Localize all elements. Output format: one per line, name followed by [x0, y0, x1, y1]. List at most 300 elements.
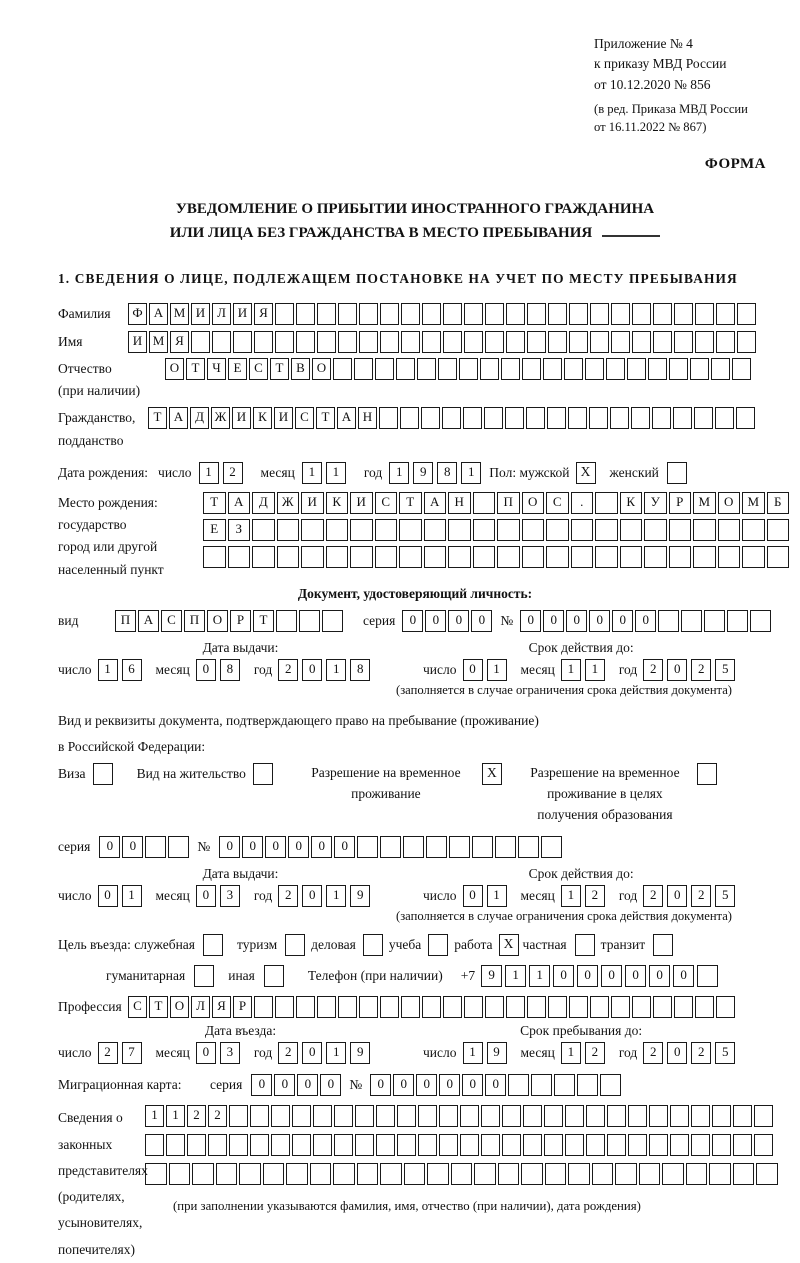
char-box[interactable]: 0 [370, 1074, 391, 1096]
char-box[interactable]: Ч [207, 358, 226, 380]
char-box[interactable]: 0 [463, 659, 483, 681]
char-box[interactable] [518, 836, 539, 858]
char-box[interactable]: 0 [196, 1042, 216, 1064]
char-box[interactable] [442, 407, 461, 429]
char-box[interactable] [669, 546, 692, 568]
char-box[interactable]: 2 [691, 659, 711, 681]
char-box[interactable] [695, 331, 714, 353]
char-box[interactable]: М [149, 331, 168, 353]
char-box[interactable]: 0 [302, 659, 322, 681]
char-box[interactable]: Т [148, 407, 167, 429]
char-box[interactable]: М [693, 492, 716, 514]
char-box[interactable]: 2 [643, 1042, 663, 1064]
char-box[interactable] [498, 1163, 520, 1185]
char-box[interactable]: 0 [416, 1074, 437, 1096]
char-box[interactable] [216, 1163, 238, 1185]
char-box[interactable]: 1 [505, 965, 526, 987]
char-box[interactable]: 0 [196, 885, 216, 907]
char-box[interactable]: Я [170, 331, 189, 353]
char-box[interactable]: И [128, 331, 147, 353]
char-box[interactable]: Т [203, 492, 226, 514]
char-box[interactable] [168, 836, 189, 858]
char-box[interactable]: И [191, 303, 210, 325]
char-box[interactable] [464, 331, 483, 353]
char-box[interactable]: . [571, 492, 594, 514]
char-box[interactable]: Р [233, 996, 252, 1018]
char-box[interactable] [250, 1105, 269, 1127]
char-box[interactable] [443, 303, 462, 325]
char-box[interactable] [472, 836, 493, 858]
char-box[interactable]: 0 [122, 836, 143, 858]
char-box[interactable]: О [312, 358, 331, 380]
char-box[interactable]: 9 [413, 462, 433, 484]
purpose-work-checkbox[interactable]: X [499, 934, 519, 956]
char-box[interactable]: 0 [439, 1074, 460, 1096]
char-box[interactable] [233, 331, 252, 353]
char-box[interactable] [732, 358, 751, 380]
char-box[interactable] [376, 1134, 395, 1156]
char-box[interactable]: С [249, 358, 268, 380]
char-box[interactable] [399, 519, 422, 541]
char-box[interactable] [203, 546, 226, 568]
char-box[interactable] [359, 303, 378, 325]
char-box[interactable] [693, 519, 716, 541]
char-box[interactable]: 8 [220, 659, 240, 681]
char-box[interactable]: 0 [543, 610, 564, 632]
char-box[interactable]: О [522, 492, 545, 514]
char-box[interactable] [709, 1163, 731, 1185]
char-box[interactable]: У [644, 492, 667, 514]
char-box[interactable] [691, 1105, 710, 1127]
char-box[interactable] [554, 1074, 575, 1096]
char-box[interactable] [571, 519, 594, 541]
char-box[interactable] [653, 303, 672, 325]
char-box[interactable] [695, 996, 714, 1018]
char-box[interactable]: 0 [320, 1074, 341, 1096]
char-box[interactable]: А [337, 407, 356, 429]
char-box[interactable]: 9 [487, 1042, 507, 1064]
char-box[interactable] [548, 303, 567, 325]
char-box[interactable] [271, 1134, 290, 1156]
char-box[interactable]: 2 [278, 885, 298, 907]
char-box[interactable] [590, 996, 609, 1018]
char-box[interactable] [546, 546, 569, 568]
char-box[interactable]: 0 [274, 1074, 295, 1096]
char-box[interactable]: 0 [302, 885, 322, 907]
char-box[interactable] [355, 1105, 374, 1127]
char-box[interactable] [690, 358, 709, 380]
char-box[interactable] [715, 407, 734, 429]
char-box[interactable]: 0 [649, 965, 670, 987]
char-box[interactable] [565, 1105, 584, 1127]
char-box[interactable] [673, 407, 692, 429]
char-box[interactable]: С [161, 610, 182, 632]
char-box[interactable] [767, 519, 790, 541]
char-box[interactable] [250, 1134, 269, 1156]
char-box[interactable] [526, 407, 545, 429]
char-box[interactable] [600, 1074, 621, 1096]
char-box[interactable]: Я [212, 996, 231, 1018]
char-box[interactable]: 0 [402, 610, 423, 632]
char-box[interactable] [422, 996, 441, 1018]
char-box[interactable] [497, 519, 520, 541]
char-box[interactable]: А [169, 407, 188, 429]
char-box[interactable]: Н [448, 492, 471, 514]
char-box[interactable] [754, 1105, 773, 1127]
char-box[interactable]: 1 [561, 659, 581, 681]
char-box[interactable] [544, 1105, 563, 1127]
char-box[interactable]: 1 [561, 885, 581, 907]
char-box[interactable] [742, 546, 765, 568]
char-box[interactable] [501, 358, 520, 380]
char-box[interactable]: 0 [251, 1074, 272, 1096]
char-box[interactable]: Т [270, 358, 289, 380]
char-box[interactable]: Н [358, 407, 377, 429]
char-box[interactable] [480, 358, 499, 380]
char-box[interactable]: 0 [463, 885, 483, 907]
char-box[interactable]: О [207, 610, 228, 632]
char-box[interactable]: И [350, 492, 373, 514]
char-box[interactable] [439, 1134, 458, 1156]
char-box[interactable] [615, 1163, 637, 1185]
char-box[interactable]: 0 [601, 965, 622, 987]
char-box[interactable]: 1 [487, 885, 507, 907]
char-box[interactable] [737, 331, 756, 353]
char-box[interactable] [277, 519, 300, 541]
char-box[interactable] [350, 546, 373, 568]
char-box[interactable] [531, 1074, 552, 1096]
char-box[interactable]: Л [212, 303, 231, 325]
char-box[interactable]: 0 [99, 836, 120, 858]
char-box[interactable]: 0 [485, 1074, 506, 1096]
char-box[interactable] [403, 836, 424, 858]
char-box[interactable] [400, 407, 419, 429]
char-box[interactable]: 7 [122, 1042, 142, 1064]
char-box[interactable]: 2 [278, 659, 298, 681]
char-box[interactable] [296, 331, 315, 353]
char-box[interactable] [716, 303, 735, 325]
char-box[interactable] [727, 610, 748, 632]
char-box[interactable] [506, 331, 525, 353]
char-box[interactable] [473, 519, 496, 541]
char-box[interactable]: А [138, 610, 159, 632]
char-box[interactable] [695, 303, 714, 325]
char-box[interactable] [697, 965, 718, 987]
char-box[interactable] [380, 996, 399, 1018]
char-box[interactable] [568, 1163, 590, 1185]
char-box[interactable] [338, 331, 357, 353]
char-box[interactable]: 1 [98, 659, 118, 681]
char-box[interactable] [448, 546, 471, 568]
char-box[interactable] [254, 331, 273, 353]
char-box[interactable] [313, 1105, 332, 1127]
char-box[interactable]: 0 [625, 965, 646, 987]
char-box[interactable] [397, 1134, 416, 1156]
char-box[interactable]: Т [149, 996, 168, 1018]
char-box[interactable] [674, 303, 693, 325]
char-box[interactable] [585, 358, 604, 380]
char-box[interactable]: Д [252, 492, 275, 514]
char-box[interactable]: М [170, 303, 189, 325]
char-box[interactable] [192, 1163, 214, 1185]
char-box[interactable] [506, 303, 525, 325]
char-box[interactable]: И [232, 407, 251, 429]
char-box[interactable]: 1 [145, 1105, 164, 1127]
char-box[interactable] [754, 1134, 773, 1156]
char-box[interactable] [276, 610, 297, 632]
char-box[interactable] [271, 1105, 290, 1127]
char-box[interactable]: 8 [437, 462, 457, 484]
char-box[interactable] [569, 303, 588, 325]
char-box[interactable] [712, 1105, 731, 1127]
char-box[interactable]: 0 [553, 965, 574, 987]
char-box[interactable] [674, 996, 693, 1018]
char-box[interactable] [212, 331, 231, 353]
char-box[interactable] [338, 303, 357, 325]
char-box[interactable] [326, 519, 349, 541]
char-box[interactable] [502, 1105, 521, 1127]
char-box[interactable]: З [228, 519, 251, 541]
char-box[interactable] [474, 1163, 496, 1185]
char-box[interactable] [350, 519, 373, 541]
char-box[interactable] [459, 358, 478, 380]
char-box[interactable] [611, 331, 630, 353]
char-box[interactable] [523, 1134, 542, 1156]
char-box[interactable] [464, 996, 483, 1018]
purpose-humanitarian-checkbox[interactable] [194, 965, 214, 987]
char-box[interactable]: Т [186, 358, 205, 380]
char-box[interactable] [296, 996, 315, 1018]
char-box[interactable] [564, 358, 583, 380]
char-box[interactable]: 1 [463, 1042, 483, 1064]
char-box[interactable]: 1 [326, 1042, 346, 1064]
char-box[interactable] [229, 1105, 248, 1127]
char-box[interactable] [380, 331, 399, 353]
char-box[interactable] [544, 1134, 563, 1156]
char-box[interactable] [527, 996, 546, 1018]
char-box[interactable] [464, 303, 483, 325]
char-box[interactable] [589, 407, 608, 429]
char-box[interactable] [571, 546, 594, 568]
char-box[interactable] [767, 546, 790, 568]
char-box[interactable]: А [424, 492, 447, 514]
char-box[interactable] [228, 546, 251, 568]
char-box[interactable]: 2 [223, 462, 243, 484]
char-box[interactable] [522, 519, 545, 541]
char-box[interactable]: 2 [278, 1042, 298, 1064]
char-box[interactable]: В [291, 358, 310, 380]
char-box[interactable]: 2 [691, 885, 711, 907]
char-box[interactable] [399, 546, 422, 568]
char-box[interactable] [737, 303, 756, 325]
char-box[interactable] [497, 546, 520, 568]
char-box[interactable] [569, 331, 588, 353]
char-box[interactable] [495, 836, 516, 858]
char-box[interactable] [485, 331, 504, 353]
char-box[interactable] [649, 1134, 668, 1156]
char-box[interactable] [548, 331, 567, 353]
char-box[interactable] [712, 1134, 731, 1156]
char-box[interactable] [686, 1163, 708, 1185]
char-box[interactable]: 2 [585, 1042, 605, 1064]
char-box[interactable]: 2 [643, 659, 663, 681]
char-box[interactable] [522, 358, 541, 380]
char-box[interactable] [334, 1134, 353, 1156]
char-box[interactable]: С [375, 492, 398, 514]
char-box[interactable]: П [115, 610, 136, 632]
char-box[interactable] [357, 1163, 379, 1185]
char-box[interactable] [254, 996, 273, 1018]
char-box[interactable]: М [742, 492, 765, 514]
char-box[interactable] [451, 1163, 473, 1185]
char-box[interactable] [334, 1105, 353, 1127]
char-box[interactable] [505, 407, 524, 429]
char-box[interactable] [473, 546, 496, 568]
char-box[interactable]: 0 [577, 965, 598, 987]
char-box[interactable] [628, 1105, 647, 1127]
char-box[interactable] [648, 358, 667, 380]
char-box[interactable] [606, 358, 625, 380]
char-box[interactable]: 0 [297, 1074, 318, 1096]
char-box[interactable] [481, 1105, 500, 1127]
char-box[interactable] [694, 407, 713, 429]
purpose-tourism-checkbox[interactable] [285, 934, 305, 956]
char-box[interactable] [502, 1134, 521, 1156]
char-box[interactable] [644, 546, 667, 568]
char-box[interactable]: С [546, 492, 569, 514]
char-box[interactable] [376, 1105, 395, 1127]
char-box[interactable] [669, 519, 692, 541]
char-box[interactable] [208, 1134, 227, 1156]
char-box[interactable] [484, 407, 503, 429]
char-box[interactable]: 0 [635, 610, 656, 632]
char-box[interactable]: 0 [673, 965, 694, 987]
char-box[interactable] [711, 358, 730, 380]
char-box[interactable] [301, 546, 324, 568]
char-box[interactable]: 3 [220, 885, 240, 907]
char-box[interactable] [568, 407, 587, 429]
char-box[interactable] [481, 1134, 500, 1156]
char-box[interactable] [704, 610, 725, 632]
char-box[interactable] [443, 331, 462, 353]
char-box[interactable] [326, 546, 349, 568]
char-box[interactable]: 0 [302, 1042, 322, 1064]
char-box[interactable] [145, 1163, 167, 1185]
char-box[interactable] [620, 546, 643, 568]
sex-male-checkbox[interactable]: X [576, 462, 596, 484]
char-box[interactable] [313, 1134, 332, 1156]
char-box[interactable]: 2 [187, 1105, 206, 1127]
char-box[interactable] [443, 996, 462, 1018]
char-box[interactable]: Я [254, 303, 273, 325]
char-box[interactable] [322, 610, 343, 632]
char-box[interactable] [424, 519, 447, 541]
char-box[interactable] [522, 546, 545, 568]
char-box[interactable] [639, 1163, 661, 1185]
char-box[interactable] [229, 1134, 248, 1156]
char-box[interactable] [691, 1134, 710, 1156]
char-box[interactable] [652, 407, 671, 429]
char-box[interactable] [396, 358, 415, 380]
char-box[interactable] [577, 1074, 598, 1096]
char-box[interactable] [422, 303, 441, 325]
char-box[interactable] [275, 303, 294, 325]
char-box[interactable]: К [326, 492, 349, 514]
char-box[interactable] [733, 1163, 755, 1185]
char-box[interactable]: 9 [481, 965, 502, 987]
char-box[interactable] [736, 407, 755, 429]
char-box[interactable] [252, 546, 275, 568]
char-box[interactable] [611, 996, 630, 1018]
char-box[interactable]: О [718, 492, 741, 514]
char-box[interactable] [277, 546, 300, 568]
char-box[interactable] [187, 1134, 206, 1156]
char-box[interactable] [718, 546, 741, 568]
char-box[interactable] [449, 836, 470, 858]
char-box[interactable] [448, 519, 471, 541]
char-box[interactable] [595, 546, 618, 568]
purpose-business-checkbox[interactable] [363, 934, 383, 956]
char-box[interactable] [590, 331, 609, 353]
char-box[interactable] [693, 546, 716, 568]
char-box[interactable] [263, 1163, 285, 1185]
char-box[interactable]: 1 [585, 659, 605, 681]
char-box[interactable] [252, 519, 275, 541]
char-box[interactable] [595, 519, 618, 541]
char-box[interactable] [380, 836, 401, 858]
char-box[interactable] [421, 407, 440, 429]
char-box[interactable] [527, 303, 546, 325]
char-box[interactable] [610, 407, 629, 429]
char-box[interactable] [338, 996, 357, 1018]
char-box[interactable]: 0 [334, 836, 355, 858]
char-box[interactable] [631, 407, 650, 429]
char-box[interactable]: С [128, 996, 147, 1018]
purpose-transit-checkbox[interactable] [653, 934, 673, 956]
char-box[interactable] [375, 546, 398, 568]
char-box[interactable] [439, 1105, 458, 1127]
char-box[interactable]: Л [191, 996, 210, 1018]
char-box[interactable]: 5 [715, 1042, 735, 1064]
char-box[interactable] [417, 358, 436, 380]
char-box[interactable]: Д [190, 407, 209, 429]
purpose-study-checkbox[interactable] [428, 934, 448, 956]
temp-residence-checkbox[interactable]: X [482, 763, 502, 785]
char-box[interactable] [463, 407, 482, 429]
char-box[interactable] [397, 1105, 416, 1127]
char-box[interactable] [508, 1074, 529, 1096]
char-box[interactable]: П [184, 610, 205, 632]
char-box[interactable] [523, 1105, 542, 1127]
purpose-service-checkbox[interactable] [203, 934, 223, 956]
char-box[interactable] [527, 331, 546, 353]
char-box[interactable] [418, 1134, 437, 1156]
char-box[interactable]: 9 [350, 885, 370, 907]
char-box[interactable] [438, 358, 457, 380]
char-box[interactable] [485, 996, 504, 1018]
char-box[interactable] [627, 358, 646, 380]
char-box[interactable]: 0 [196, 659, 216, 681]
char-box[interactable] [506, 996, 525, 1018]
char-box[interactable]: 0 [471, 610, 492, 632]
char-box[interactable]: 0 [667, 1042, 687, 1064]
char-box[interactable]: П [497, 492, 520, 514]
char-box[interactable]: О [165, 358, 184, 380]
char-box[interactable] [359, 996, 378, 1018]
char-box[interactable] [521, 1163, 543, 1185]
char-box[interactable] [628, 1134, 647, 1156]
char-box[interactable] [632, 996, 651, 1018]
